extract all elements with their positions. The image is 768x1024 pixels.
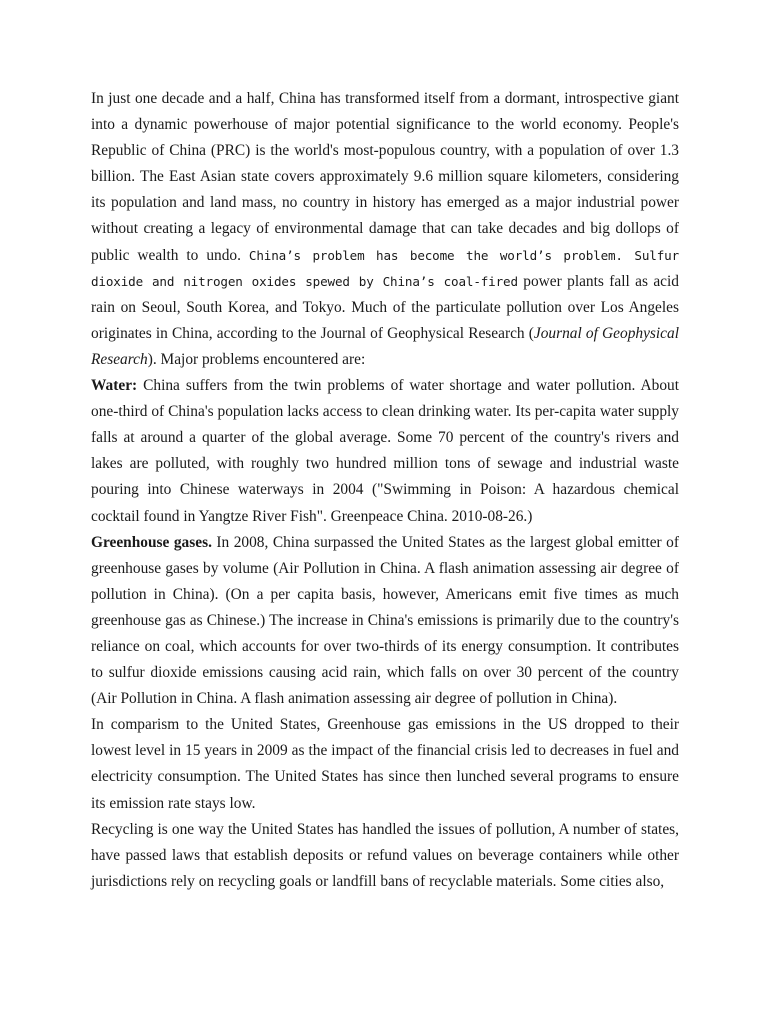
journal-citation: Journal of Geophysical Research xyxy=(91,324,679,368)
water-heading: Water: xyxy=(91,377,138,395)
intro-text: In just one decade and a half, China has transformed itself from a dormant, introspective giant into a dynamic powerhouse of major potential significance to the world economy. People's Republic of China (PRC) is the world's most-populous country, with a population of over 1.3 billion. The East Asian state covers approximately 9.6 million square kilometers, considering its population and land mass, no country in history has emerged as a major industrial power without creating a legacy of environmental damage that can take decades and big dollops of public wealth to undo. xyxy=(91,90,679,264)
greenhouse-heading: Greenhouse gases. xyxy=(91,533,212,551)
document-page xyxy=(91,86,679,895)
recycling-text: Recycling is one way the United States has handled the issues of pollution, A number of states, have passed laws that establish deposits or refund values on beverage containers while other jurisdictions rely on recycling goals or landfill bans of recyclable materials. Some cities also, xyxy=(91,820,679,890)
water-paragraph xyxy=(91,373,679,530)
water-text: China suffers from the twin problems of water shortage and water pollution. About one-third of China's population lacks access to clean drinking water. Its per-capita water supply falls at around a quarter of the global average. Some 70 percent of the country's rivers and lakes are polluted, with roughly two hundred million tons of sewage and industrial waste pouring into Chinese waterways in 2004 ("Swimming in Poison: A hazardous chemical cocktail found in Yangtze River Fish". Greenpeace China. 2010-08-26.) xyxy=(91,377,679,525)
comparison-text: In comparism to the United States, Greenhouse gas emissions in the US dropped to their lowest level in 15 years in 2009 as the impact of the financial crisis led to decreases in fuel and electricity consumption. The United States has since then lunched several programs to ensure its emission rate stays low. xyxy=(91,716,679,812)
intro-text-continued: power plants fall as acid rain on Seoul, South Korea, and Tokyo. Much of the particulate pollution over Los Angeles originates in China, according to the Journal of Geophysical Research ( xyxy=(91,272,679,342)
intro-paragraph xyxy=(91,86,679,373)
greenhouse-text: In 2008, China surpassed the United States as the largest global emitter of greenhouse gases by volume (Air Pollution in China. A flash animation assessing air degree of pollution in China). (On a per capita basis, however, Americans emit five times as much greenhouse gas as Chinese.) The increase in China's emissions is primarily due to the country's reliance on coal, which accounts for over two-thirds of its energy consumption. It contributes to sulfur dioxide emissions causing acid rain, which falls on over 30 percent of the country (Air Pollution in China. A flash animation assessing air degree of pollution in China). xyxy=(91,533,679,708)
recycling-paragraph xyxy=(91,817,679,895)
comparison-paragraph xyxy=(91,712,679,816)
intro-text-end: ). Major problems encountered are: xyxy=(147,350,366,368)
greenhouse-paragraph xyxy=(91,530,679,713)
intro-mono-text: China’s problem has become the world’s problem. Sulfur dioxide and nitrogen oxides spewed by China’s coal-fired xyxy=(91,247,680,289)
